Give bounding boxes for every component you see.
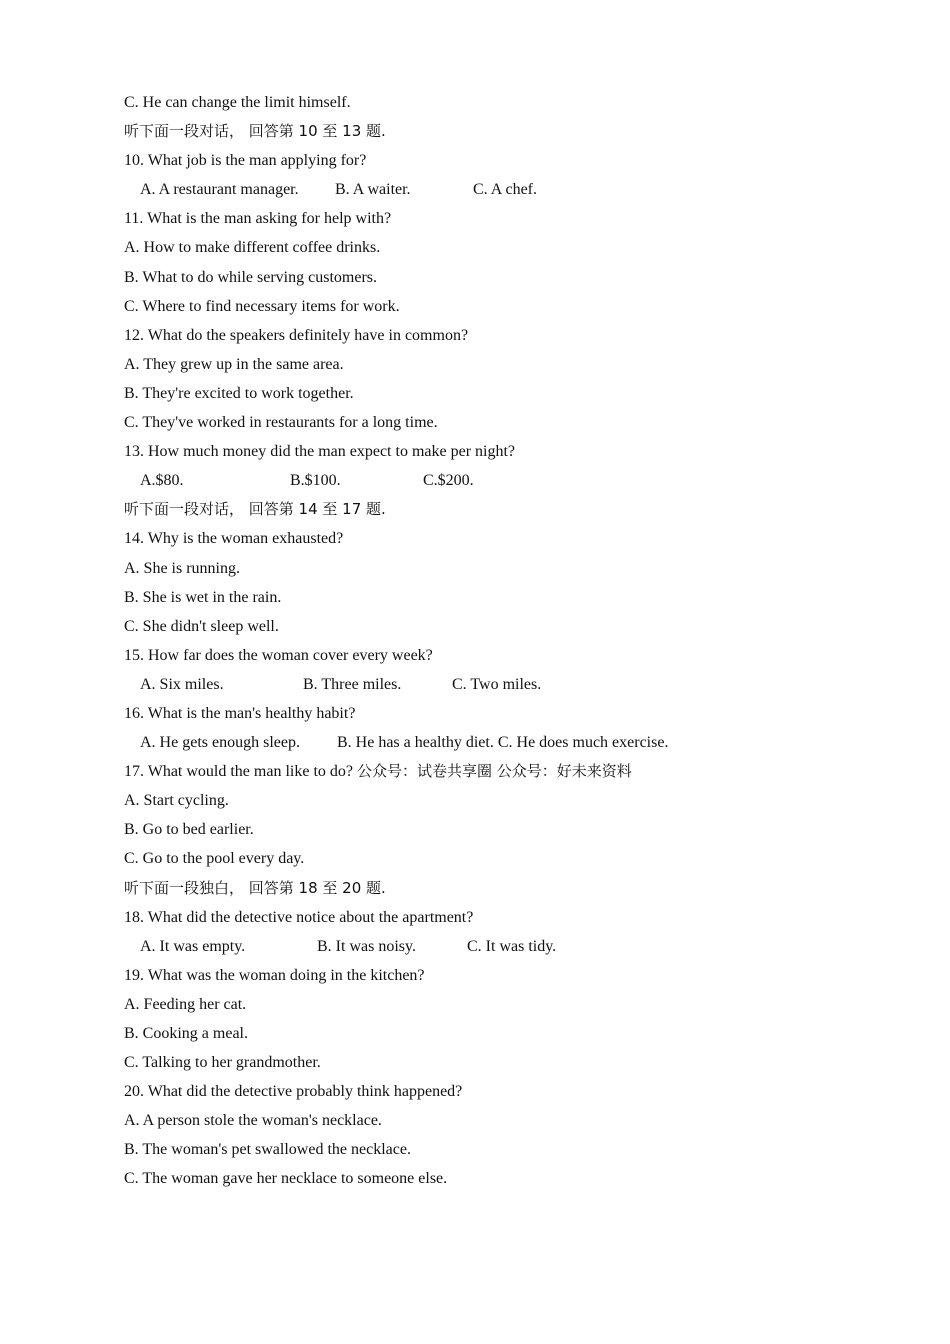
q12-option-a: A. They grew up in the same area. (124, 355, 344, 373)
q19-option-b: B. Cooking a meal. (124, 1025, 248, 1042)
q14-option-c: C. She didn't sleep well. (124, 617, 279, 635)
question-16-options (124, 728, 884, 757)
q11-option-c: C. Where to find necessary items for work. (124, 297, 400, 315)
watermark-text: 公众号：试卷共享圈 公众号：好未来资料 (357, 762, 632, 781)
question-12: 12. What do the speakers definitely have in common? (124, 326, 469, 344)
q15-option-b: B. Three miles. (303, 675, 402, 693)
question-17-text: 17. What would the man like to do? (124, 763, 353, 781)
q11-option-a: A. How to make different coffee drinks. (124, 239, 381, 257)
q14-option-a: A. She is running. (124, 559, 240, 577)
question-13: 13. How much money did the man expect to make per night? (124, 443, 516, 461)
q9-option-c: C. He can change the limit himself. (124, 94, 351, 111)
question-15: 15. How far does the woman cover every week? (124, 646, 433, 664)
exam-page (124, 88, 884, 1194)
q20-option-a: A. A person stole the woman's necklace. (124, 1112, 382, 1130)
q17-option-c: C. Go to the pool every day. (124, 850, 305, 868)
q20-option-c: C. The woman gave her necklace to someone else. (124, 1170, 448, 1188)
question-18-options (124, 932, 884, 961)
question-10: 10. What job is the man applying for? (124, 152, 367, 170)
q20-option-b: B. The woman's pet swallowed the necklace. (124, 1141, 411, 1159)
question-16: 16. What is the man's healthy habit? (124, 704, 356, 722)
section-heading-10-13: 听下面一段对话， 回答第 10 至 13 题. (124, 122, 386, 141)
q13-option-c: C.$200. (423, 472, 474, 490)
question-15-options (124, 670, 884, 699)
question-18: 18. What did the detective notice about the apartment? (124, 908, 474, 926)
section-heading-18-20: 听下面一段独白， 回答第 18 至 20 题. (124, 878, 386, 897)
q15-option-c: C. Two miles. (452, 675, 542, 693)
question-10-options (124, 175, 884, 204)
q13-option-a: A.$80. (140, 472, 184, 490)
question-17 (124, 757, 884, 786)
question-14: 14. Why is the woman exhausted? (124, 530, 344, 548)
q14-option-b: B. She is wet in the rain. (124, 588, 282, 606)
q12-option-c: C. They've worked in restaurants for a long time. (124, 414, 438, 432)
question-20: 20. What did the detective probably think happened? (124, 1083, 463, 1101)
question-13-options (124, 466, 884, 495)
q18-option-b: B. It was noisy. (317, 937, 416, 955)
q10-option-b: B. A waiter. (335, 181, 411, 199)
q18-option-c: C. It was tidy. (467, 937, 557, 955)
q10-option-c: C. A chef. (473, 181, 537, 199)
q19-option-a: A. Feeding her cat. (124, 995, 247, 1013)
section-heading-14-17: 听下面一段对话， 回答第 14 至 17 题. (124, 500, 386, 519)
q19-option-c: C. Talking to her grandmother. (124, 1054, 321, 1072)
q16-option-a: A. He gets enough sleep. (140, 734, 300, 752)
question-19: 19. What was the woman doing in the kitchen? (124, 966, 425, 984)
question-11: 11. What is the man asking for help with? (124, 210, 392, 228)
q13-option-b: B.$100. (290, 472, 341, 490)
q10-option-a: A. A restaurant manager. (140, 181, 299, 199)
q15-option-a: A. Six miles. (140, 675, 224, 693)
q17-option-b: B. Go to bed earlier. (124, 821, 254, 839)
q17-option-a: A. Start cycling. (124, 792, 229, 810)
q16-option-b-c: B. He has a healthy diet. C. He does much exercise. (337, 734, 669, 752)
q18-option-a: A. It was empty. (140, 937, 246, 955)
q12-option-b: B. They're excited to work together. (124, 384, 354, 402)
q11-option-b: B. What to do while serving customers. (124, 268, 377, 286)
